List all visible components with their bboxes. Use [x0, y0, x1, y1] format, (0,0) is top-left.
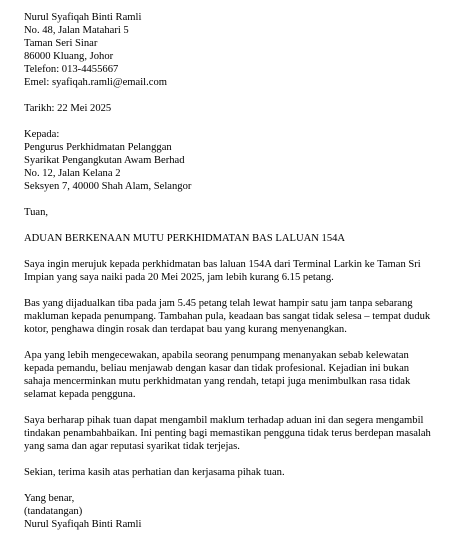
- body-paragraph-5: [24, 466, 449, 479]
- spacer: [24, 193, 449, 206]
- salutation: Tuan,: [24, 207, 49, 218]
- recipient-heading: Kepada:: [24, 129, 60, 140]
- sender-address: [24, 11, 449, 89]
- paragraph-line: Saya ingin merujuk kepada perkhidmatan bas laluan 154A dari Terminal Larkin ke Taman Sri: [24, 259, 421, 270]
- paragraph-line: makluman kepada penumpang. Tambahan pula, keadaan bas sangat tidak selesa – tempat duduk: [24, 311, 431, 322]
- sender-email: Emel: syafiqah.ramli@email.com: [24, 77, 168, 88]
- paragraph-line: selamat kepada pengguna.: [24, 389, 136, 400]
- sender-area: Taman Seri Sinar: [24, 38, 98, 49]
- letter-date: Tarikh: 22 Mei 2025: [24, 103, 112, 114]
- recipient-city: Seksyen 7, 40000 Shah Alam, Selangor: [24, 181, 192, 192]
- body-paragraph-3: [24, 349, 449, 401]
- spacer: [24, 219, 449, 232]
- spacer: [24, 401, 449, 414]
- paragraph-line: kotor, penghawa dingin rosak dan terdapat bau yang kurang menyenangkan.: [24, 324, 347, 335]
- recipient-company: Syarikat Pengangkutan Awam Berhad: [24, 155, 185, 166]
- paragraph-line: sahaja mencerminkan mutu perkhidmatan yang rendah, tetapi juga menimbulkan rasa tidak: [24, 376, 411, 387]
- paragraph-line: Sekian, terima kasih atas perhatian dan kerjasama pihak tuan.: [24, 467, 285, 478]
- paragraph-line: tindakan penambahbaikan. Ini penting bagi memastikan pengguna tidak terus berdepan masalah: [24, 428, 431, 439]
- recipient-title: Pengurus Perkhidmatan Pelanggan: [24, 142, 172, 153]
- paragraph-line: Apa yang lebih mengecewakan, apabila seorang penumpang menanyakan sebab kelewatan: [24, 350, 409, 361]
- spacer: [24, 245, 449, 258]
- spacer: [24, 453, 449, 466]
- sender-street: No. 48, Jalan Matahari 5: [24, 25, 129, 36]
- subject-line: ADUAN BERKENAAN MUTU PERKHIDMATAN BAS LALUAN 154A: [24, 233, 346, 244]
- spacer: [24, 284, 449, 297]
- signature-placeholder: (tandatangan): [24, 506, 83, 517]
- spacer: [24, 479, 449, 492]
- paragraph-line: kepada pemandu, beliau menjawab dengan kasar dan tidak profesional. Kejadian ini bukan: [24, 363, 410, 374]
- spacer: [24, 89, 449, 102]
- paragraph-line: yang sama dan agar reputasi syarikat tidak terjejas.: [24, 441, 240, 452]
- paragraph-line: Bas yang dijadualkan tiba pada jam 5.45 petang telah lewat hampir satu jam tanpa sebarang: [24, 298, 413, 309]
- sender-postcode-city: 86000 Kluang, Johor: [24, 51, 114, 62]
- recipient-street: No. 12, Jalan Kelana 2: [24, 168, 121, 179]
- letter: [24, 11, 449, 531]
- paragraph-line: Impian yang saya naiki pada 20 Mei 2025, jam lebih kurang 6.15 petang.: [24, 272, 334, 283]
- sender-name: Nurul Syafiqah Binti Ramli: [24, 12, 142, 23]
- paragraph-line: Saya berharap pihak tuan dapat mengambil maklum terhadap aduan ini dan segera mengambil: [24, 415, 424, 426]
- body-paragraph-1: [24, 258, 449, 284]
- spacer: [24, 336, 449, 349]
- recipient-address: [24, 128, 449, 193]
- sender-phone: Telefon: 013-4455667: [24, 64, 119, 75]
- body-paragraph-2: [24, 297, 449, 336]
- signer-name: Nurul Syafiqah Binti Ramli: [24, 519, 142, 530]
- body-paragraph-4: [24, 414, 449, 453]
- closing-block: [24, 492, 449, 531]
- closing-phrase: Yang benar,: [24, 493, 75, 504]
- spacer: [24, 115, 449, 128]
